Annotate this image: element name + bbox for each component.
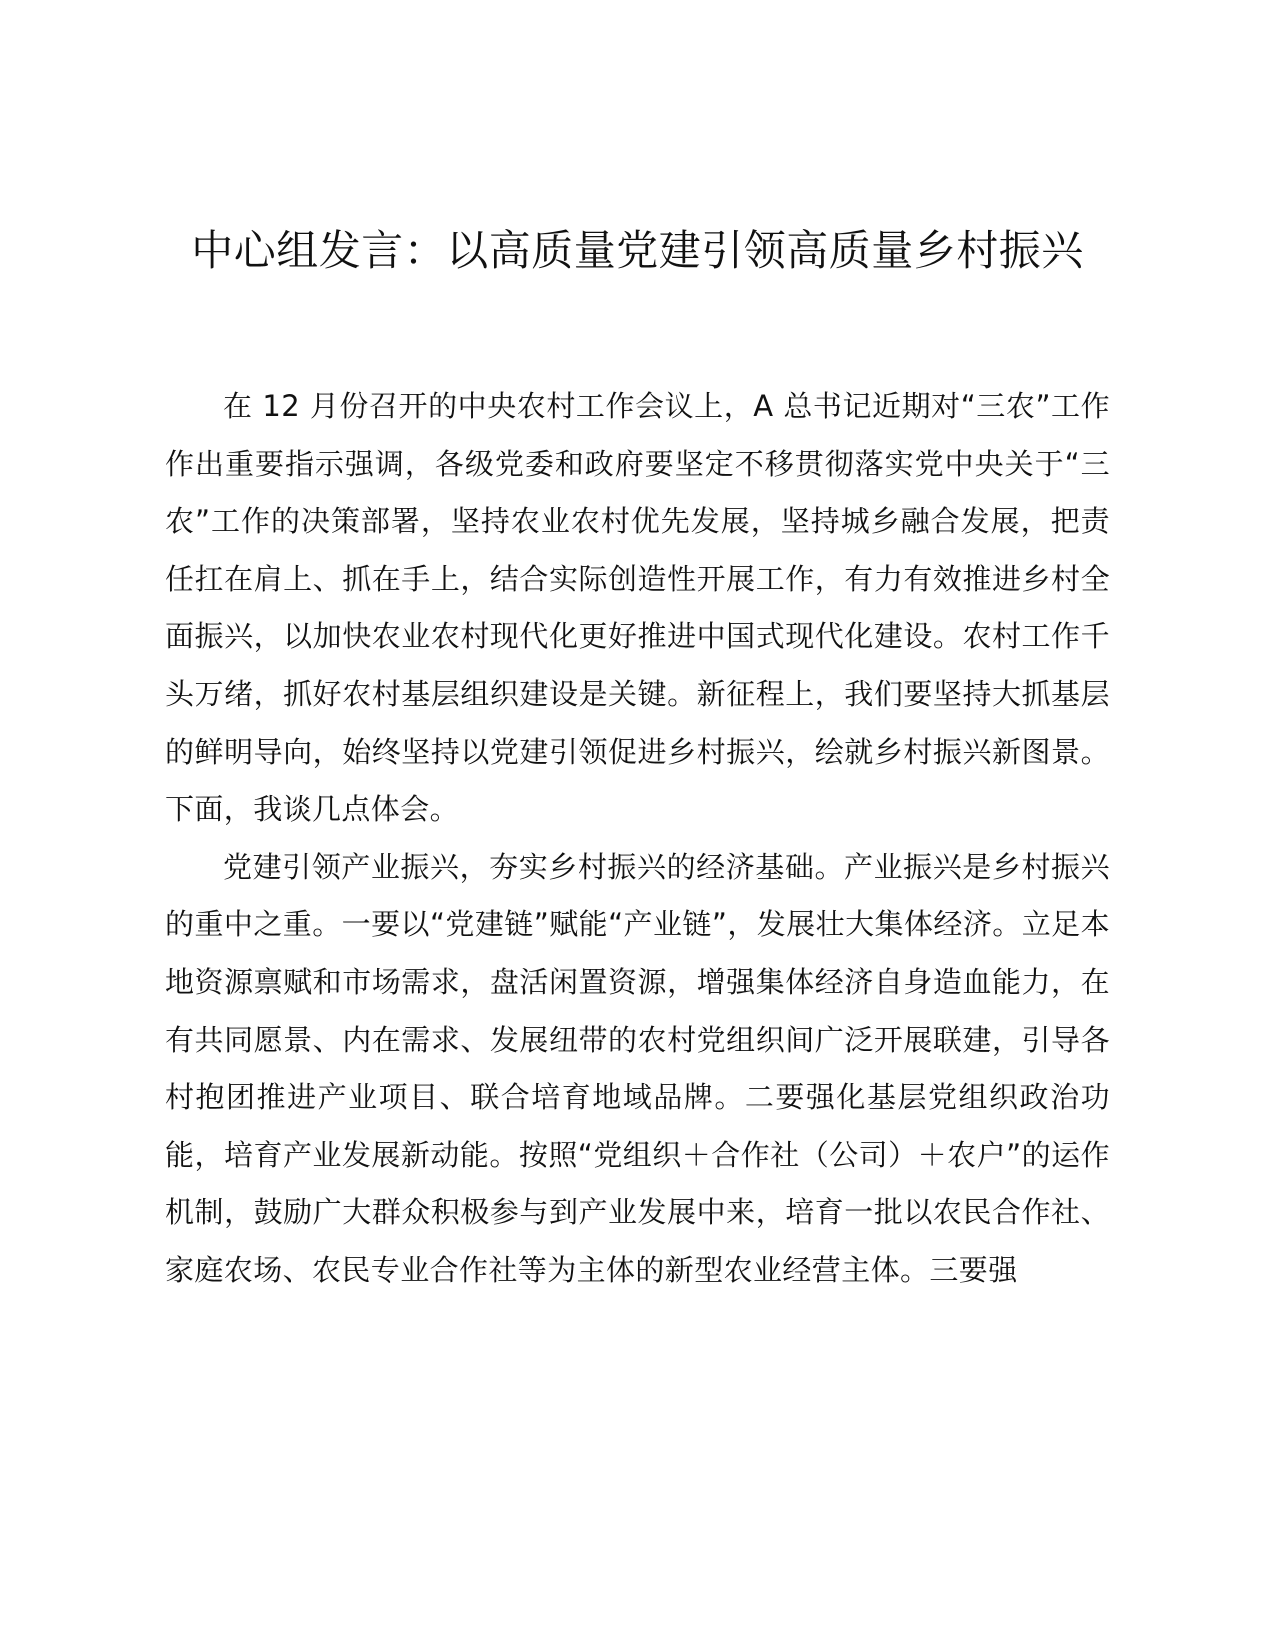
paragraph-industry-revitalization: 党建引领产业振兴，夯实乡村振兴的经济基础。产业振兴是乡村振兴的重中之重。一要以“党建链”赋能“产业链”，发展壮大集体经济。立足本地资源禀赋和市场需求，盘活闲置资源，增强集体经济自身造血能力，在有共同愿景、内在需求、发展纽带的农村党组织间广泛开展联建，引导各村抱团推进产业项目、联合培育地域品牌。二要强化基层党组织政治功能，培育产业发展新动能。按照“党组织＋合作社（公司）＋农户”的运作机制，鼓励广大群众积极参与到产业发展中来，培育一批以农民合作社、家庭农场、农民专业合作社等为主体的新型农业经营主体。三要强: [165, 849, 1110, 1287]
paragraph-intro: 在 12 月份召开的中央农村工作会议上，A 总书记近期对“三农”工作作出重要指示强调，各级党委和政府要坚定不移贯彻落实党中央关于“三农”工作的决策部署，坚持农业农村优先发展，坚持城乡融合发展，把责任扛在肩上、抓在手上，结合实际创造性开展工作，有力有效推进乡村全面振兴，以加快农业农村现代化更好推进中国式现代化建设。农村工作千头万绪，抓好农村基层组织建设是关键。新征程上，我们要坚持大抓基层的鲜明导向，始终坚持以党建引领促进乡村振兴，绘就乡村振兴新图景。下面，我谈几点体会。: [165, 389, 1110, 827]
document-title: 中心组发言：以高质量党建引领高质量乡村振兴: [191, 226, 1084, 275]
document-body: [165, 378, 1110, 1300]
